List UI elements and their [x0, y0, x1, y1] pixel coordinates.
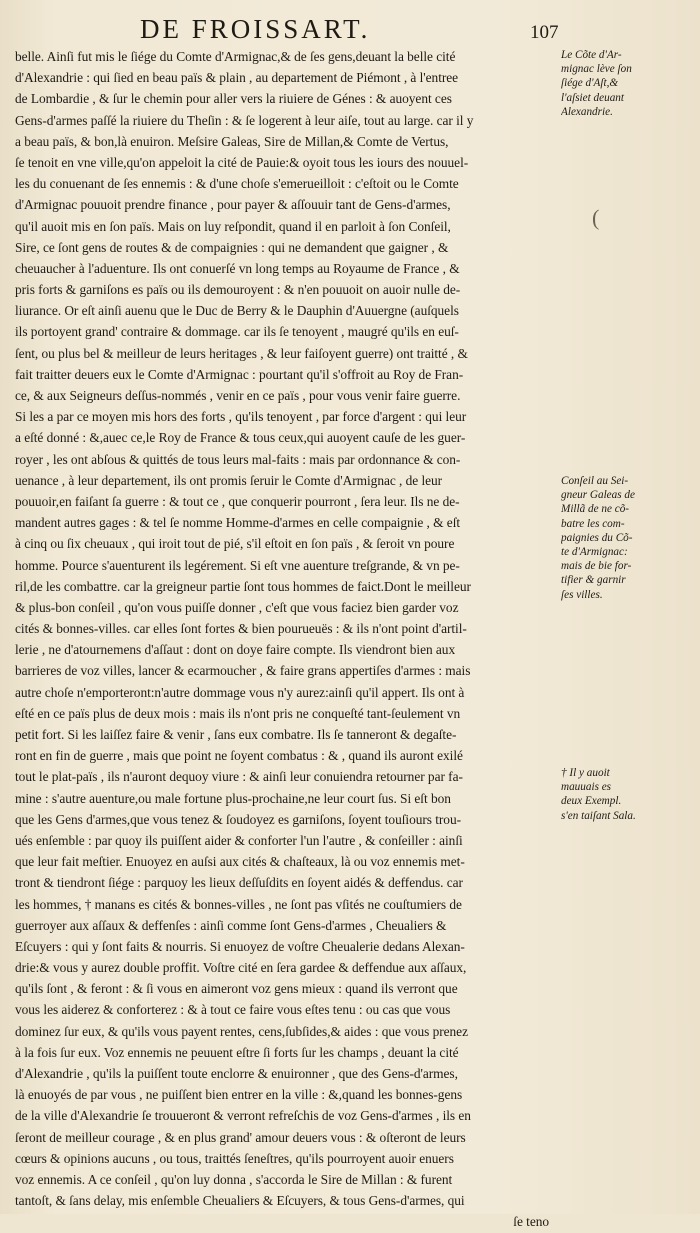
- text-line: Sire, ce ſont gens de routes & de compaignies : qui ne demandent que gaigner , &: [15, 239, 449, 255]
- marginal-note-line: deux Exempl.: [561, 795, 622, 808]
- text-line: ril,de les combattre. car la greigneur partie ſont tous hommes de faict.Dont le meilleur: [15, 578, 471, 594]
- text-line: barrieres de voz villes, lancer & ecarmoucher , & faire grans appertiſes d'armes : mais: [15, 663, 471, 679]
- text-line: tront & tiendront ſiége : parquoy les lieux deſſuſdits en ſoyent aidés & deffendus. car: [15, 875, 463, 891]
- text-line: les du conuenant de ſes ennemis : & d'une choſe s'emerueilloit : c'eſtoit ou le Comte: [15, 176, 459, 192]
- text-line: ués enſemble : par quoy ils puiſſent aider & conforter l'un l'autre , & conſeiller : ainſi: [15, 832, 463, 848]
- text-line: que leur fait meſtier. Enuoyez en auſsi aux cités & chaſteaux, là ou voz ennemis met-: [15, 854, 465, 870]
- marginal-note-line: Millã de ne cõ-: [561, 503, 630, 516]
- text-line: ſe tenoit en vne ville,qu'on appeloit la cité de Pauie:& oyoit tous les iours des nouuel-: [15, 154, 469, 170]
- text-line: guerroyer aux aſſaux & deffenſes : ainſi comme ſont Gens-d'armes , Cheualiers &: [15, 917, 447, 933]
- text-line: d'Armignac pouuoit prendre finance , pour payer & aſſouuir tant de Gens-d'armes,: [15, 197, 451, 213]
- text-line: belle. Ainſi fut mis le ſiége du Comte d'Armignac,& de ſes gens,deuant la belle cité: [15, 49, 456, 64]
- text-line: pris forts & garniſons es païs ou ils demouroyent : & n'en pouuoit on auoir nulle de-: [15, 282, 461, 298]
- text-line: homme. Pource s'auenturent ils legérement. Si eſt vne auenture treſgrande, & vn pe-: [15, 557, 460, 573]
- text-line: Gens-d'armes paſſé la riuiere du Theſin : & ſe logerent à leur aiſe, tout au large. car il y: [15, 112, 474, 128]
- text-line: ront en fin de guerre , mais que point ne ſoyent combatus : & , quand ils auront exilé: [15, 748, 463, 764]
- marginal-note-line: † Il y auoit: [561, 767, 610, 779]
- marginal-note-armignac-siege: [561, 48, 697, 119]
- text-line: qu'il auoit mis en ſon païs. Mais on luy reſpondit, quand il en parloit à ſon Conſeil,: [15, 218, 451, 234]
- text-line: de la ville d'Alexandrie ſe trouueront & verront refreſchis de voz Gens-d'armes , ils en: [15, 1108, 471, 1124]
- marginal-note-line: Le Cõte d'Ar-: [561, 49, 622, 61]
- text-line: cités & bonnes-villes. car elles ſont fortes & bien pourueuës : & ils n'ont point d'artil-: [15, 621, 467, 637]
- text-line: liurance. Or eſt ainſi auenu que le Duc de Berry & le Dauphin d'Auuergne (auſquels: [15, 303, 459, 319]
- text-line: a beau païs, & bon,là enuiron. Meſsire Galeas, Sire de Millan,& Comte de Vertus,: [15, 133, 449, 149]
- marginal-note-council-advice: [561, 474, 697, 602]
- marginal-note-line: Alexandrie.: [561, 105, 613, 118]
- text-line: Eſcuyers : qui y ſont faits & nourris. Si enuoyez de voſtre Cheualerie dedans Alexan-: [15, 938, 465, 954]
- text-line: petit fort. Si les laiſſez faire & venir , ſans eux combatre. Ils ſe tanneront & degaſte-: [15, 727, 457, 742]
- text-line: mine : s'autre auenture,ou male fortune plus-prochaine,ne leur court ſus. Si eſt bon: [15, 790, 451, 806]
- marginal-note-line: gneur Galeas de: [561, 489, 635, 502]
- marginal-note-line: mauuais es: [561, 781, 612, 794]
- marginal-note-line: s'en taiſant Sala.: [561, 809, 636, 822]
- marginal-note-line: tifier & garnir: [561, 574, 626, 587]
- text-line: royer , les ont abſous & quittés de tous leurs mal-faits : mais par ordonnance & con-: [15, 451, 461, 467]
- marginal-note-line: batre les com-: [561, 517, 625, 530]
- marginal-note-variant-reading: [561, 766, 697, 823]
- text-line: à la fois ſur eux. Voz ennemis ne peuuent eſtre ſi forts ſur les champs , deuant la cité: [15, 1044, 459, 1060]
- text-line: ſeront de meilleur courage , & en plus grand' amour deuers vous : & oſteront de leurs: [15, 1129, 466, 1145]
- main-text-column: [15, 46, 555, 1233]
- text-line: d'Alexandrie : qui ſied en beau païs & plain , au departement de Piémont , à l'entree: [15, 70, 459, 86]
- marginal-note-line: mais de bie for-: [561, 560, 632, 573]
- marginal-note-line: l'aſsiet deuant: [561, 91, 624, 104]
- marginal-note-line: Conſeil au Sei-: [561, 475, 629, 487]
- text-line: ils portoyent grand' contraire & dommage. car ils ſe tenoyent , maugré qu'ils en euſ-: [15, 324, 459, 340]
- marginal-note-line: te d'Armignac:: [561, 546, 628, 559]
- text-line: fait traitter deuers eux le Comte d'Armignac : pourtant qu'il s'offroit au Roy de Fran-: [15, 366, 464, 382]
- text-line: à cinq ou ſix cheuaux , qui iroit tout de pié, s'il eſtoit en ſon païs , & ſeroit vn poure: [15, 536, 455, 552]
- text-line: pouuoir,en faiſant ſa guerre : & tout ce , que conquerir pourront , ſera leur. Ils ne de-: [15, 493, 460, 509]
- running-title: DE FROISSART.: [140, 14, 371, 44]
- text-line: vous les aiderez & conforterez : & à tout ce faire vous eſtes tenu : ou cas que vous: [15, 1002, 451, 1018]
- text-line: voz ennemis. A ce conſeil , qu'on luy donna , s'accorda le Sire de Millan : & furent: [15, 1171, 453, 1187]
- text-line: tantoſt, & ſans delay, mis enſemble Cheualiers & Eſcuyers, & tous Gens-d'armes, qui: [15, 1193, 465, 1209]
- text-line: d'Alexandrie , qu'ils la puiſſent toute enclorre & enuironner , que des Gens-d'armes,: [15, 1066, 458, 1081]
- margin-bracket-mark: (: [592, 205, 600, 230]
- marginal-note-line: ſes villes.: [561, 588, 603, 601]
- marginal-note-line: mignac lève ſon: [561, 63, 632, 76]
- text-line: ſe teno: [513, 1214, 549, 1230]
- text-line: lerie , ne d'atournemens d'aſſaut : dont on doye faire compte. Ils viendront bien aux: [15, 642, 456, 658]
- text-line: ſent, ou plus bel & meilleur de leurs heritages , & leur faiſoyent guerre) ont traitté , &: [15, 345, 468, 361]
- text-line: cœurs & opinions aucuns , ou tous, traittés ſeneſtres, qu'ils pourroyent auoir enuers: [15, 1150, 454, 1166]
- marginal-note-line: paignies du Cõ-: [561, 531, 633, 544]
- text-line: Si les a par ce moyen mis hors des forts , qu'ils tenoyent , par force d'argent : qui leur: [15, 409, 467, 425]
- text-line: que les Gens d'armes,que vous tenez & ſoudoyez es garniſons, ſoyent touſiours trou-: [15, 811, 462, 827]
- text-line: tout le plat-païs , ils n'auront dequoy viure : & ainſi leur conuiendra retourner par fa-: [15, 769, 463, 785]
- text-line: ce, & aux Seigneurs deſſus-nommés , venir en ce païs , pour vous venir faire guerre.: [15, 388, 461, 403]
- text-line: les hommes, † manans es cités & bonnes-villes , ne ſont pas vſités ne couſtumiers de: [15, 896, 462, 912]
- text-line: autre choſe n'emporteront:n'autre dommage vous n'y aurez:ainſi qu'il appert. Ils ont à: [15, 684, 465, 700]
- text-line: cheuaucher à l'aduenture. Ils ont conuerſé vn long temps au Royaume de France , &: [15, 260, 460, 276]
- text-line: uenance , à leur departement, ils ont promis ſeruir le Comte d'Armignac , de leur: [15, 472, 443, 488]
- text-line: qu'ils ſont , & feront : & ſi vous en aimeront voz gens mieux : quand ils verront que: [15, 981, 458, 997]
- text-line: drie:& vous y aurez double proffit. Voſtre cité en ſera gardee & deffendue aux aſſaux,: [15, 960, 467, 976]
- marginal-note-line: ſiége d'Aſt,&: [561, 77, 619, 90]
- text-line: a eſté donné : &,auec ce,le Roy de France & tous ceux,qui auoyent cauſe de les guer-: [15, 430, 466, 446]
- text-line: eſté en ce païs plus de deux mois : mais ils n'ont pris ne conqueſté tant-ſeulement vn: [15, 705, 461, 721]
- text-line: de Lombardie , & ſur le chemin pour aller vers la riuiere de Génes : & auoyent ces: [15, 91, 452, 107]
- text-line: & plus-bon conſeil , qu'on vous puiſſe donner , c'eſt que vous faciez bien garder voz: [15, 599, 459, 615]
- text-line: mandent autres gages : & tel ſe nomme Homme-d'armes en celle compaignie , & eſt: [15, 515, 461, 531]
- page-number: 107: [530, 22, 559, 43]
- text-line: là enuoyés de par vous , ne puiſſent bien entrer en la ville : &,quand les bonnes-gens: [15, 1087, 463, 1103]
- text-line: dominez ſur eux, & qu'ils vous payent rentes, cens,ſubſides,& aides : que vous prenez: [15, 1023, 468, 1039]
